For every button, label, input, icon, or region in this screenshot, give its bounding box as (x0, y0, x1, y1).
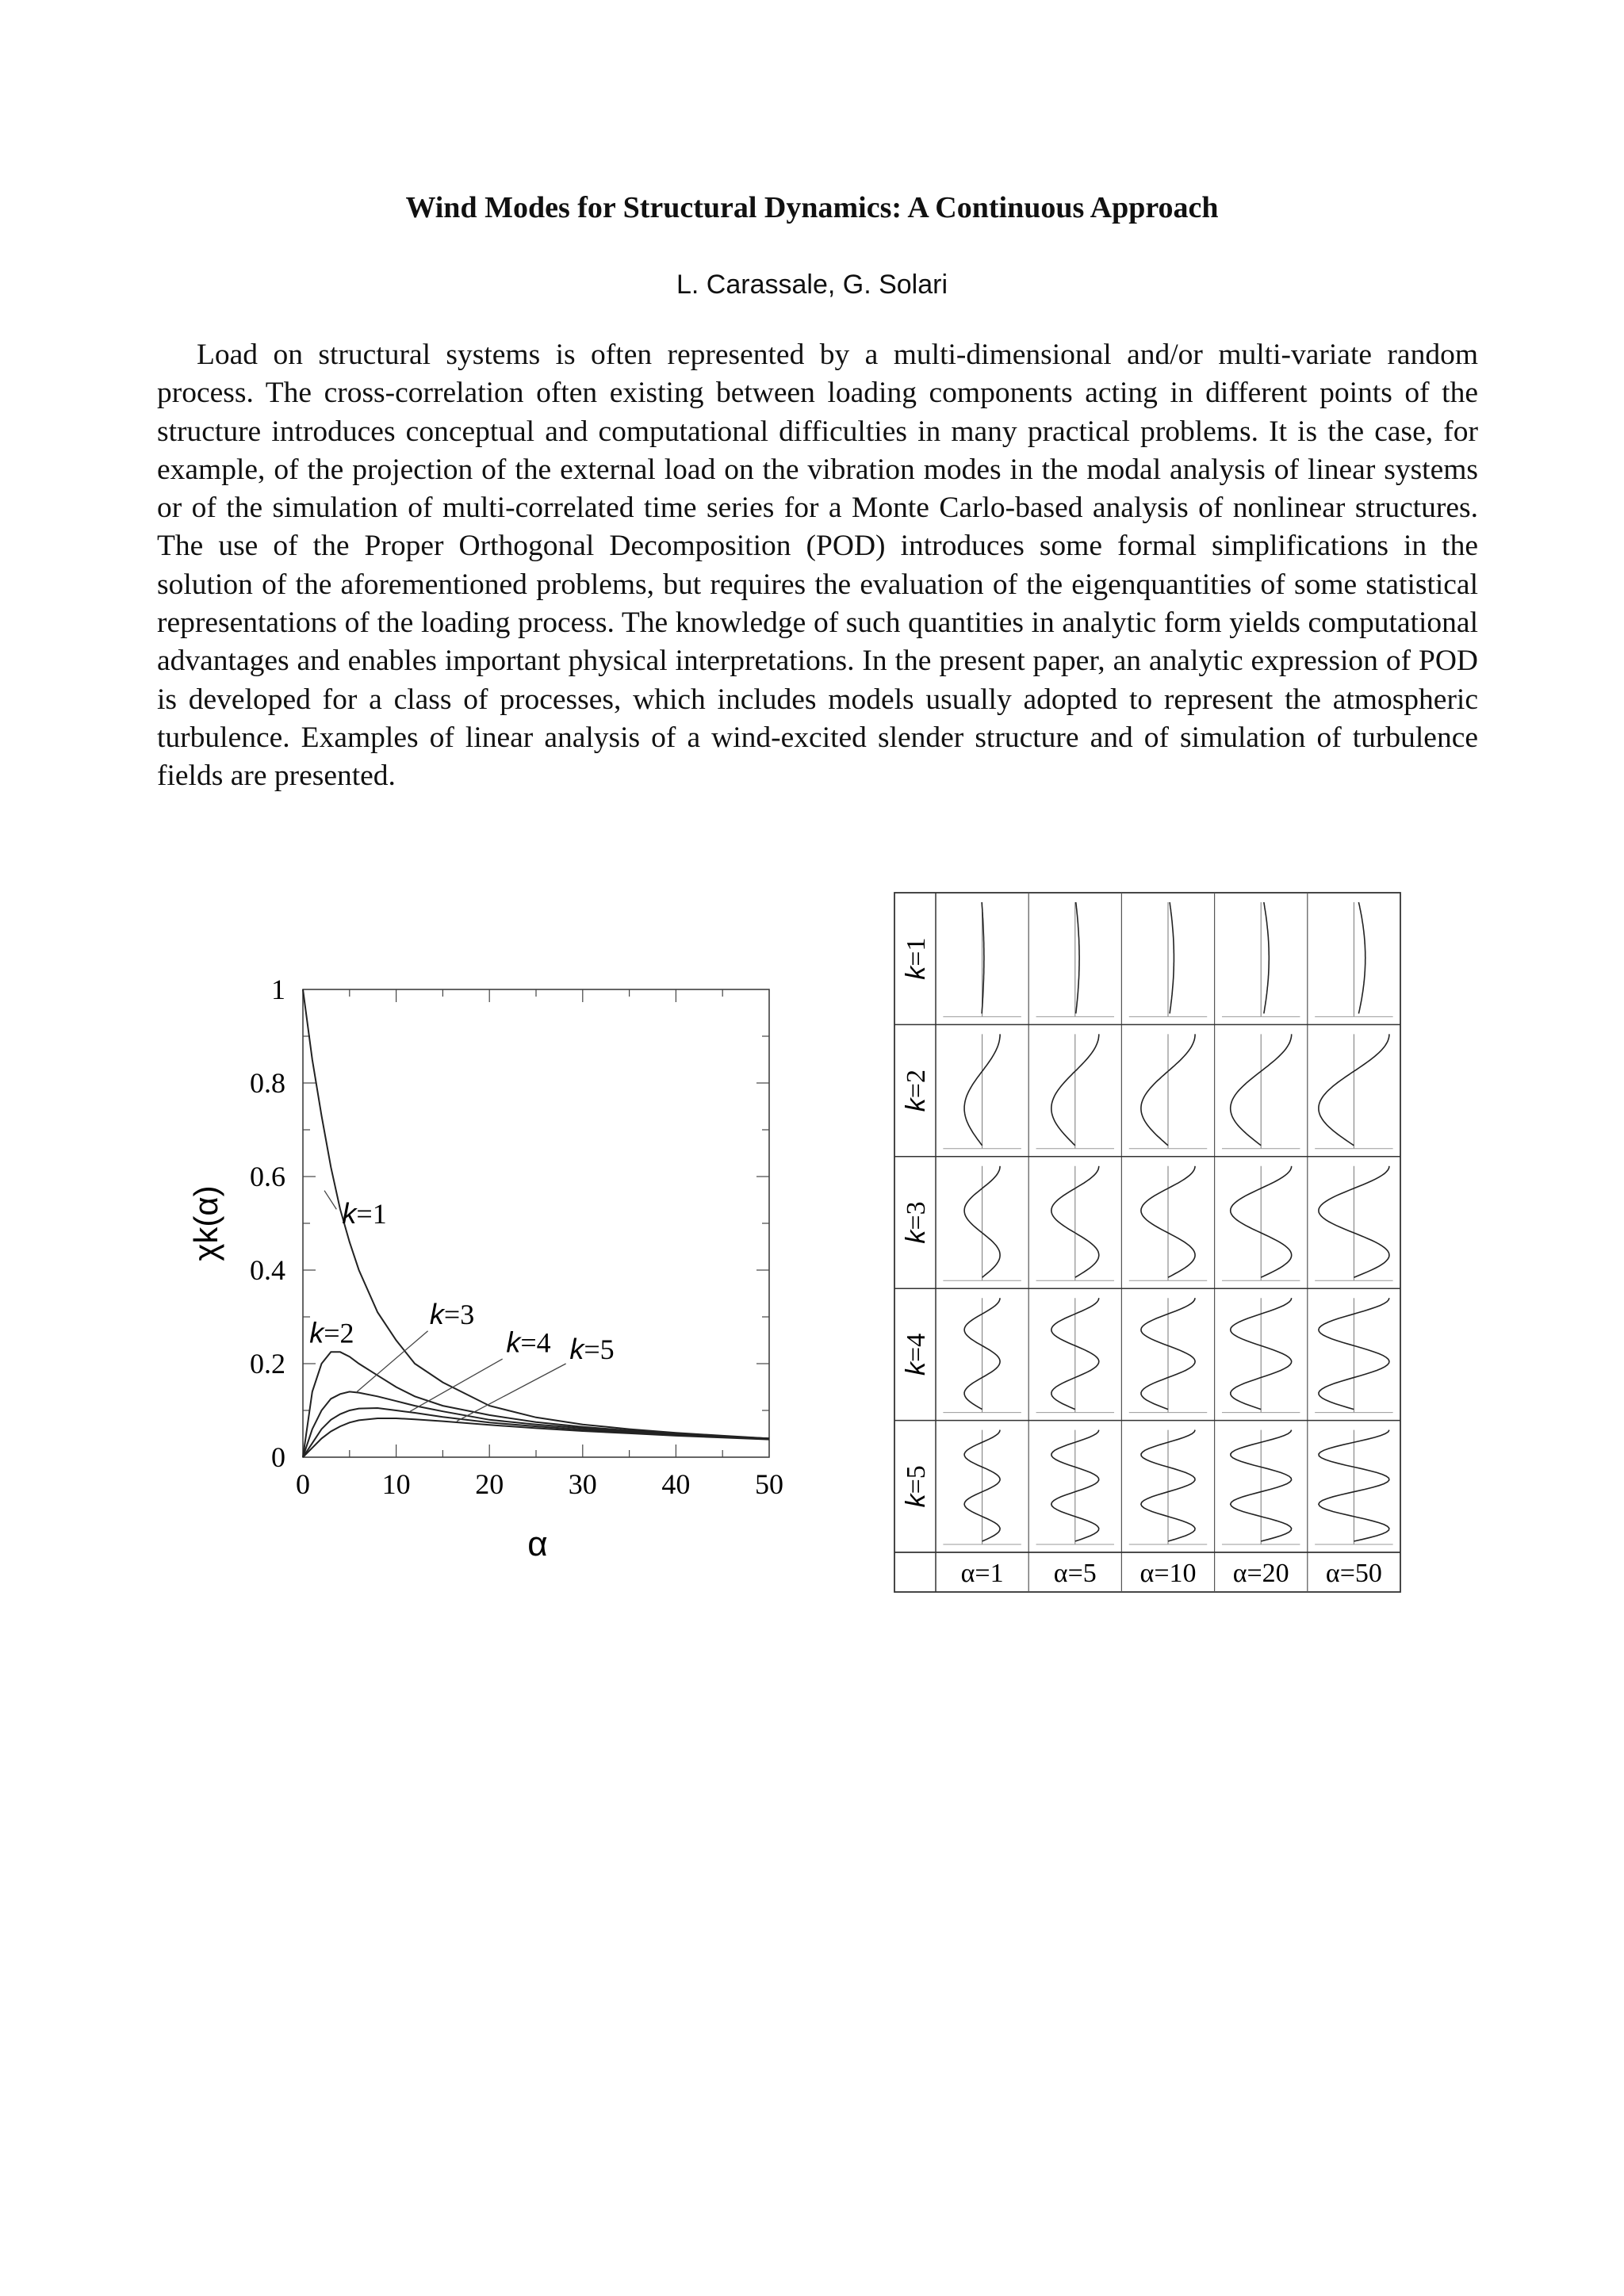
grid-column-label: α=10 (1139, 1559, 1197, 1588)
grid-row-label-value: =2 (902, 1070, 931, 1099)
mode-shape-k1-a10 (1170, 902, 1174, 1013)
grid-row-label-var: k (901, 1361, 931, 1376)
chart1-annotation-value: =2 (324, 1317, 354, 1349)
chart1-x-tick-label: 40 (661, 1468, 691, 1500)
paper-authors: L. Carassale, G. Solari (676, 270, 948, 300)
grid-row-label-k2 (901, 1070, 931, 1112)
chart1-y-tick-label: 0 (271, 1441, 285, 1473)
chart1-y-axis-label: χk(α) (187, 1185, 224, 1261)
chart1-y-tick-label: 0.2 (250, 1348, 285, 1380)
chart1-annotation-var: k (342, 1197, 357, 1230)
grid-row-label-k3 (901, 1201, 931, 1243)
grid-row-label-var: k (901, 1494, 931, 1508)
paper-abstract: Load on structural systems is often represented by a multi-dimensional and/or multi-variate random process. The cross-correlation often existing between loading components acting in different points of the structure introduces conceptual and computational difficulties in many practical problems. It is the case, for example, of the projection of the external load on the vibration modes in the modal analysis of linear systems or of the simulation of multi-correlated time series for a Monte Carlo-based analysis of nonlinear structures. The use of the Proper Orthogonal Decomposition (POD) introduces some formal simplifications in the solution of the aforementioned problems, but requires the evaluation of the eigenquantities of some statistical representations of the loading process. The knowledge of such quantities in analytic form yields computational advantages and enables important physical interpretations. In the present paper, an analytic expression of POD is developed for a class of processes, which includes models usually adopted to represent the atmospheric turbulence. Examples of linear analysis of a wind-excited slender structure and of simulation of turbulence fields are presented. (157, 339, 1478, 793)
chart1-annotation-var: k (569, 1333, 584, 1366)
grid-row-label-k5 (901, 1465, 931, 1507)
grid-row-label-value: =5 (902, 1465, 931, 1494)
grid-row-label-group (901, 1201, 931, 1243)
grid-column-label: α=5 (1053, 1559, 1097, 1588)
chart1-annotation-value: =4 (520, 1326, 551, 1359)
grid-row-label-value: =4 (902, 1333, 931, 1362)
grid-row-label-group (901, 1465, 931, 1507)
chart1-x-tick-label: 50 (755, 1468, 783, 1500)
chart1-y-tick-label: 0.6 (250, 1161, 285, 1192)
grid-row-label-var: k (901, 966, 931, 980)
mode-shape-k1-a5 (1076, 902, 1079, 1013)
grid-column-label: α=50 (1325, 1559, 1382, 1588)
chart1-x-tick-label: 10 (381, 1468, 411, 1500)
chart1-y-tick-label: 0.4 (250, 1254, 285, 1286)
grid-row-label-value: =3 (902, 1201, 931, 1230)
chart1-annotation-value: =3 (443, 1298, 475, 1330)
grid-outer-frame (894, 893, 1400, 1592)
chart1-annotation-value: =5 (584, 1334, 615, 1366)
grid-row-label-var: k (901, 1230, 931, 1244)
grid-column-label: α=1 (960, 1559, 1004, 1588)
chart1-annotation-var: k (506, 1326, 521, 1359)
chart1-annotation-value: =1 (356, 1198, 387, 1230)
grid-row-label-value: =1 (902, 937, 931, 966)
chart1-annotation-var: k (429, 1297, 444, 1330)
grid-row-label-var: k (901, 1098, 931, 1112)
mode-shape-k1-a20 (1264, 902, 1270, 1013)
mode-shape-k1-a50 (1358, 902, 1365, 1013)
chart1-x-axis-label: α (527, 1525, 548, 1563)
grid-row-label-k4 (901, 1334, 931, 1376)
paper-title: Wind Modes for Structural Dynamics: A Continuous Approach (405, 191, 1219, 224)
grid-row-label-group (901, 938, 931, 980)
grid-column-label: α=20 (1232, 1559, 1289, 1588)
grid-row-label-group (901, 1334, 931, 1376)
grid-row-label-group (901, 1070, 931, 1112)
chart1-x-tick-label: 20 (475, 1468, 504, 1500)
chart1-x-tick-label: 30 (568, 1468, 597, 1500)
chart1-y-tick-label: 1 (271, 974, 285, 1005)
chart1-annotation-var: k (309, 1316, 324, 1349)
grid-row-label-k1 (901, 938, 931, 980)
chart1-y-tick-label: 0.8 (250, 1067, 285, 1099)
chart1-x-tick-label: 0 (296, 1468, 310, 1500)
